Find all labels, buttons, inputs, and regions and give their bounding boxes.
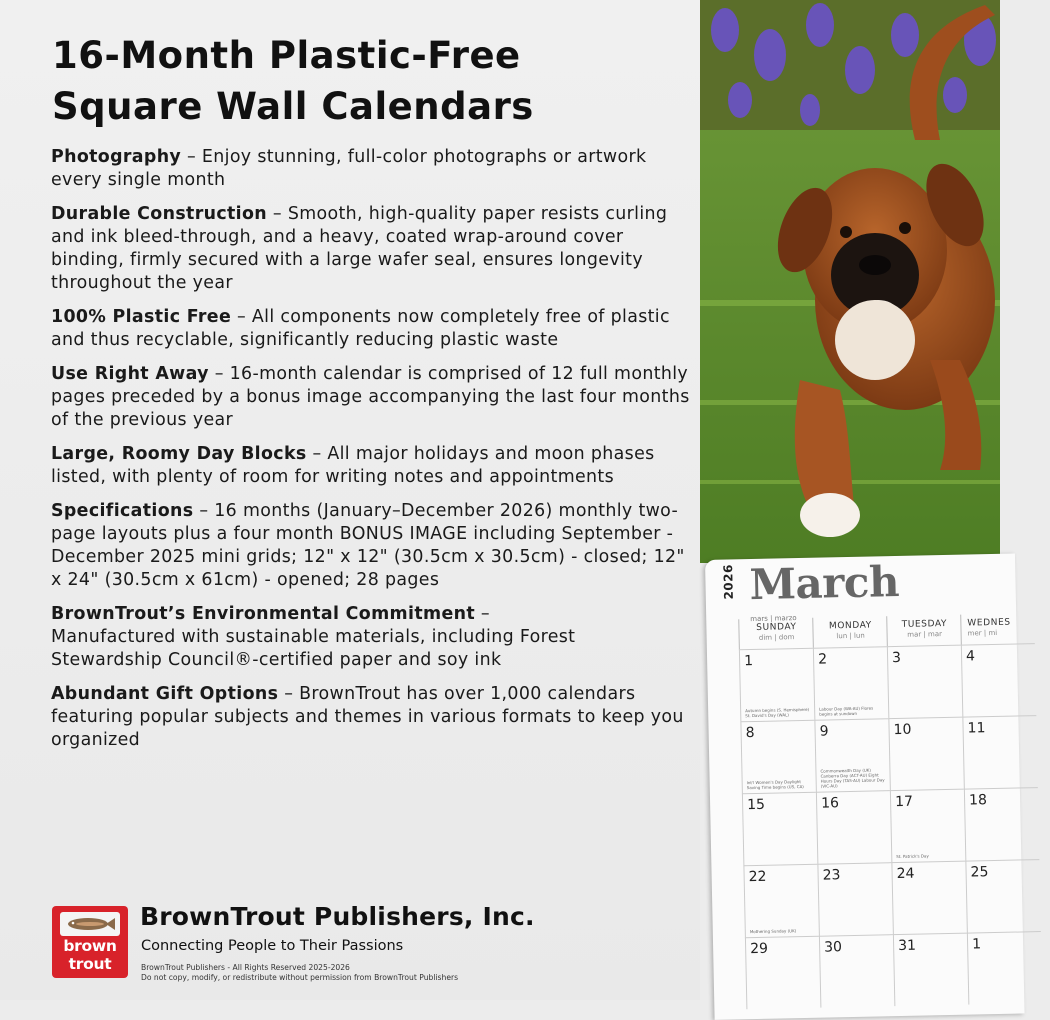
calendar-day-cell (813, 646, 888, 720)
day-number: 11 (967, 720, 986, 737)
browntrout-logo (52, 906, 128, 978)
feature-name: Abundant Gift Options (51, 684, 279, 704)
day-number: 18 (968, 792, 988, 809)
feature-item (51, 363, 691, 432)
feature-item (51, 146, 691, 192)
feature-text: – All major holidays and moon phases listed, with plenty of room for writing notes and appointments (51, 444, 655, 487)
day-number: 16 (820, 795, 840, 812)
feature-name: Specifications (51, 501, 194, 521)
day-events (824, 931, 888, 932)
day-number: 25 (970, 864, 989, 881)
feature-item (51, 500, 691, 592)
calendar-day-cell (962, 715, 1037, 789)
day-events (893, 714, 957, 715)
company-name: BrownTrout Publishers, Inc. (140, 902, 535, 931)
calendar-day-cell (967, 931, 1042, 1005)
feature-text: – All components now completely free of plastic and thus recyclable, significantly reducing plastic waste (51, 307, 670, 350)
weekday-name: MONDAY (828, 620, 872, 632)
feature-text: – 16-month calendar is comprised of 12 full monthly pages preceded by a bonus image accompanying the last four months of the previous year (51, 364, 690, 430)
calendar-page (705, 554, 1025, 1020)
feature-text: – Enjoy stunning, full-color photographs or artwork every single month (51, 147, 647, 190)
day-number: 29 (749, 940, 769, 958)
day-number: 24 (896, 865, 915, 883)
day-events (899, 1002, 963, 1003)
day-number: 4 (965, 648, 976, 665)
weekday-name: WEDNES (967, 617, 1011, 629)
day-events (898, 930, 962, 931)
calendar-day-cell (743, 864, 818, 938)
copyright-line: BrownTrout Publishers - All Rights Reserved 2025-2026 (141, 963, 350, 972)
day-number: 17 (894, 793, 914, 811)
day-number: 3 (891, 649, 902, 667)
day-events (969, 784, 1033, 785)
feature-text: – BrownTrout has over 1,000 calendars featuring popular subjects and themes in various formats to keep you organized (51, 684, 684, 750)
feature-list (51, 146, 691, 763)
feature-name: 100% Plastic Free (51, 307, 232, 327)
calendar-day-cell (819, 934, 894, 1008)
day-events (825, 1003, 889, 1004)
day-number: 1 (971, 936, 982, 953)
calendar-day-cell (814, 718, 889, 792)
trout-icon (60, 912, 120, 936)
feature-item (51, 603, 691, 672)
day-events (748, 861, 812, 862)
calendar-day-cell (965, 859, 1040, 933)
logo-text-brown: brown (63, 937, 117, 955)
day-events (751, 1005, 815, 1006)
day-events (895, 786, 959, 787)
calendar-day-cell (816, 790, 891, 864)
day-number: 2 (817, 651, 828, 668)
feature-text: – Smooth, high-quality paper resists curling and ink bleed-through, and a heavy, coated wrap-around cover binding, firmly secured with a large wafer seal, ensures longevity throughout the year (51, 204, 668, 293)
calendar-day-cell (742, 792, 817, 866)
day-number: 22 (748, 868, 767, 886)
weekday-cell (738, 618, 814, 650)
feature-item (51, 683, 691, 752)
day-events (970, 856, 1034, 857)
feature-name: Large, Roomy Day Blocks (51, 444, 307, 464)
weekday-translation: mar | mar (907, 630, 943, 639)
calendar-month: March (749, 556, 900, 610)
calendar-day-cell (893, 933, 968, 1007)
day-number: 15 (746, 796, 766, 814)
weekday-translation: dim | dom (758, 633, 795, 642)
day-events (973, 1000, 1037, 1001)
calendar-day-cell (888, 717, 963, 791)
company-tagline: Connecting People to Their Passions (141, 938, 404, 954)
day-events: Int'l Women's Day Daylight Saving Time begins (US, CA) (746, 779, 804, 791)
day-number: 30 (823, 939, 843, 956)
weekday-cell (960, 613, 1042, 645)
boxer-puppy-photo (700, 0, 1000, 563)
day-events: Labour Day (WA-AU) Flores begins at sundown (819, 705, 874, 717)
day-events (972, 928, 1036, 929)
feature-name: Use Right Away (51, 364, 209, 384)
day-number: 8 (745, 725, 755, 742)
weekday-name: TUESDAY (901, 618, 948, 630)
calendar-grid (735, 643, 1042, 1009)
day-number: 23 (822, 867, 841, 884)
feature-item (51, 306, 691, 352)
weekday-name: SUNDAY (756, 622, 797, 633)
feature-text: – 16 months (January–December 2026) monthly two-page layouts plus a four month BONUS IMAGE including September - December 2025 mini grids; 12" x 12" (30.5cm x 30.5cm) - closed; 12" x 24" (30.5cm x 61cm) - opened; 28 pages (51, 501, 685, 590)
calendar-day-cell (961, 643, 1036, 717)
day-events (822, 859, 886, 860)
day-events: Autumn begins (S. Hemisphere) St. David's Day (WAL) (745, 706, 810, 719)
day-events: Mothering Sunday (UK) (749, 928, 797, 935)
page-title: 16-Month Plastic-Free Square Wall Calendars (52, 34, 534, 128)
feature-text: – Manufactured with sustainable materials, including Forest Stewardship Council®-certified paper and soy ink (51, 604, 576, 670)
day-number: 9 (819, 723, 829, 740)
day-number: 1 (743, 653, 754, 670)
feature-name: Photography (51, 147, 182, 167)
weekday-cell (812, 616, 888, 648)
copyright-line: Do not copy, modify, or redistribute without permission from BrownTrout Publishers (141, 973, 459, 982)
calendar-day-cell (964, 787, 1039, 861)
calendar-day-cell (745, 936, 820, 1010)
weekday-translation: mer | mi (967, 628, 998, 638)
day-events: St. Patrick's Day (896, 853, 929, 860)
day-events (967, 712, 1031, 713)
calendar-day-cell (817, 862, 892, 936)
calendar-day-cell (887, 645, 962, 719)
calendar-day-cell (890, 789, 965, 863)
calendar-day-cell (891, 861, 966, 935)
weekday-translation: lun | lun (836, 631, 865, 641)
weekday-cell (886, 615, 962, 647)
day-events: Commonwealth Day (UK) Canberra Day (ACT-AU) Eight Hours Day (TAS-AU) Labour Day (VIC-AU) (820, 767, 885, 789)
calendar-year: 2026 (721, 563, 736, 600)
publisher-block (52, 902, 692, 996)
feature-item (51, 443, 691, 489)
feature-name: Durable Construction (51, 204, 268, 224)
day-number: 10 (893, 721, 912, 739)
feature-name: BrownTrout’s Environmental Commitment (51, 604, 476, 624)
day-number: 31 (897, 937, 917, 955)
calendar-day-cell (740, 720, 815, 794)
calendar-day-cell (739, 648, 814, 722)
feature-item (51, 203, 691, 295)
copyright-notice (141, 963, 458, 983)
calendar-month-translation: mars | marzo (750, 614, 797, 624)
logo-text-trout: trout (68, 955, 112, 973)
